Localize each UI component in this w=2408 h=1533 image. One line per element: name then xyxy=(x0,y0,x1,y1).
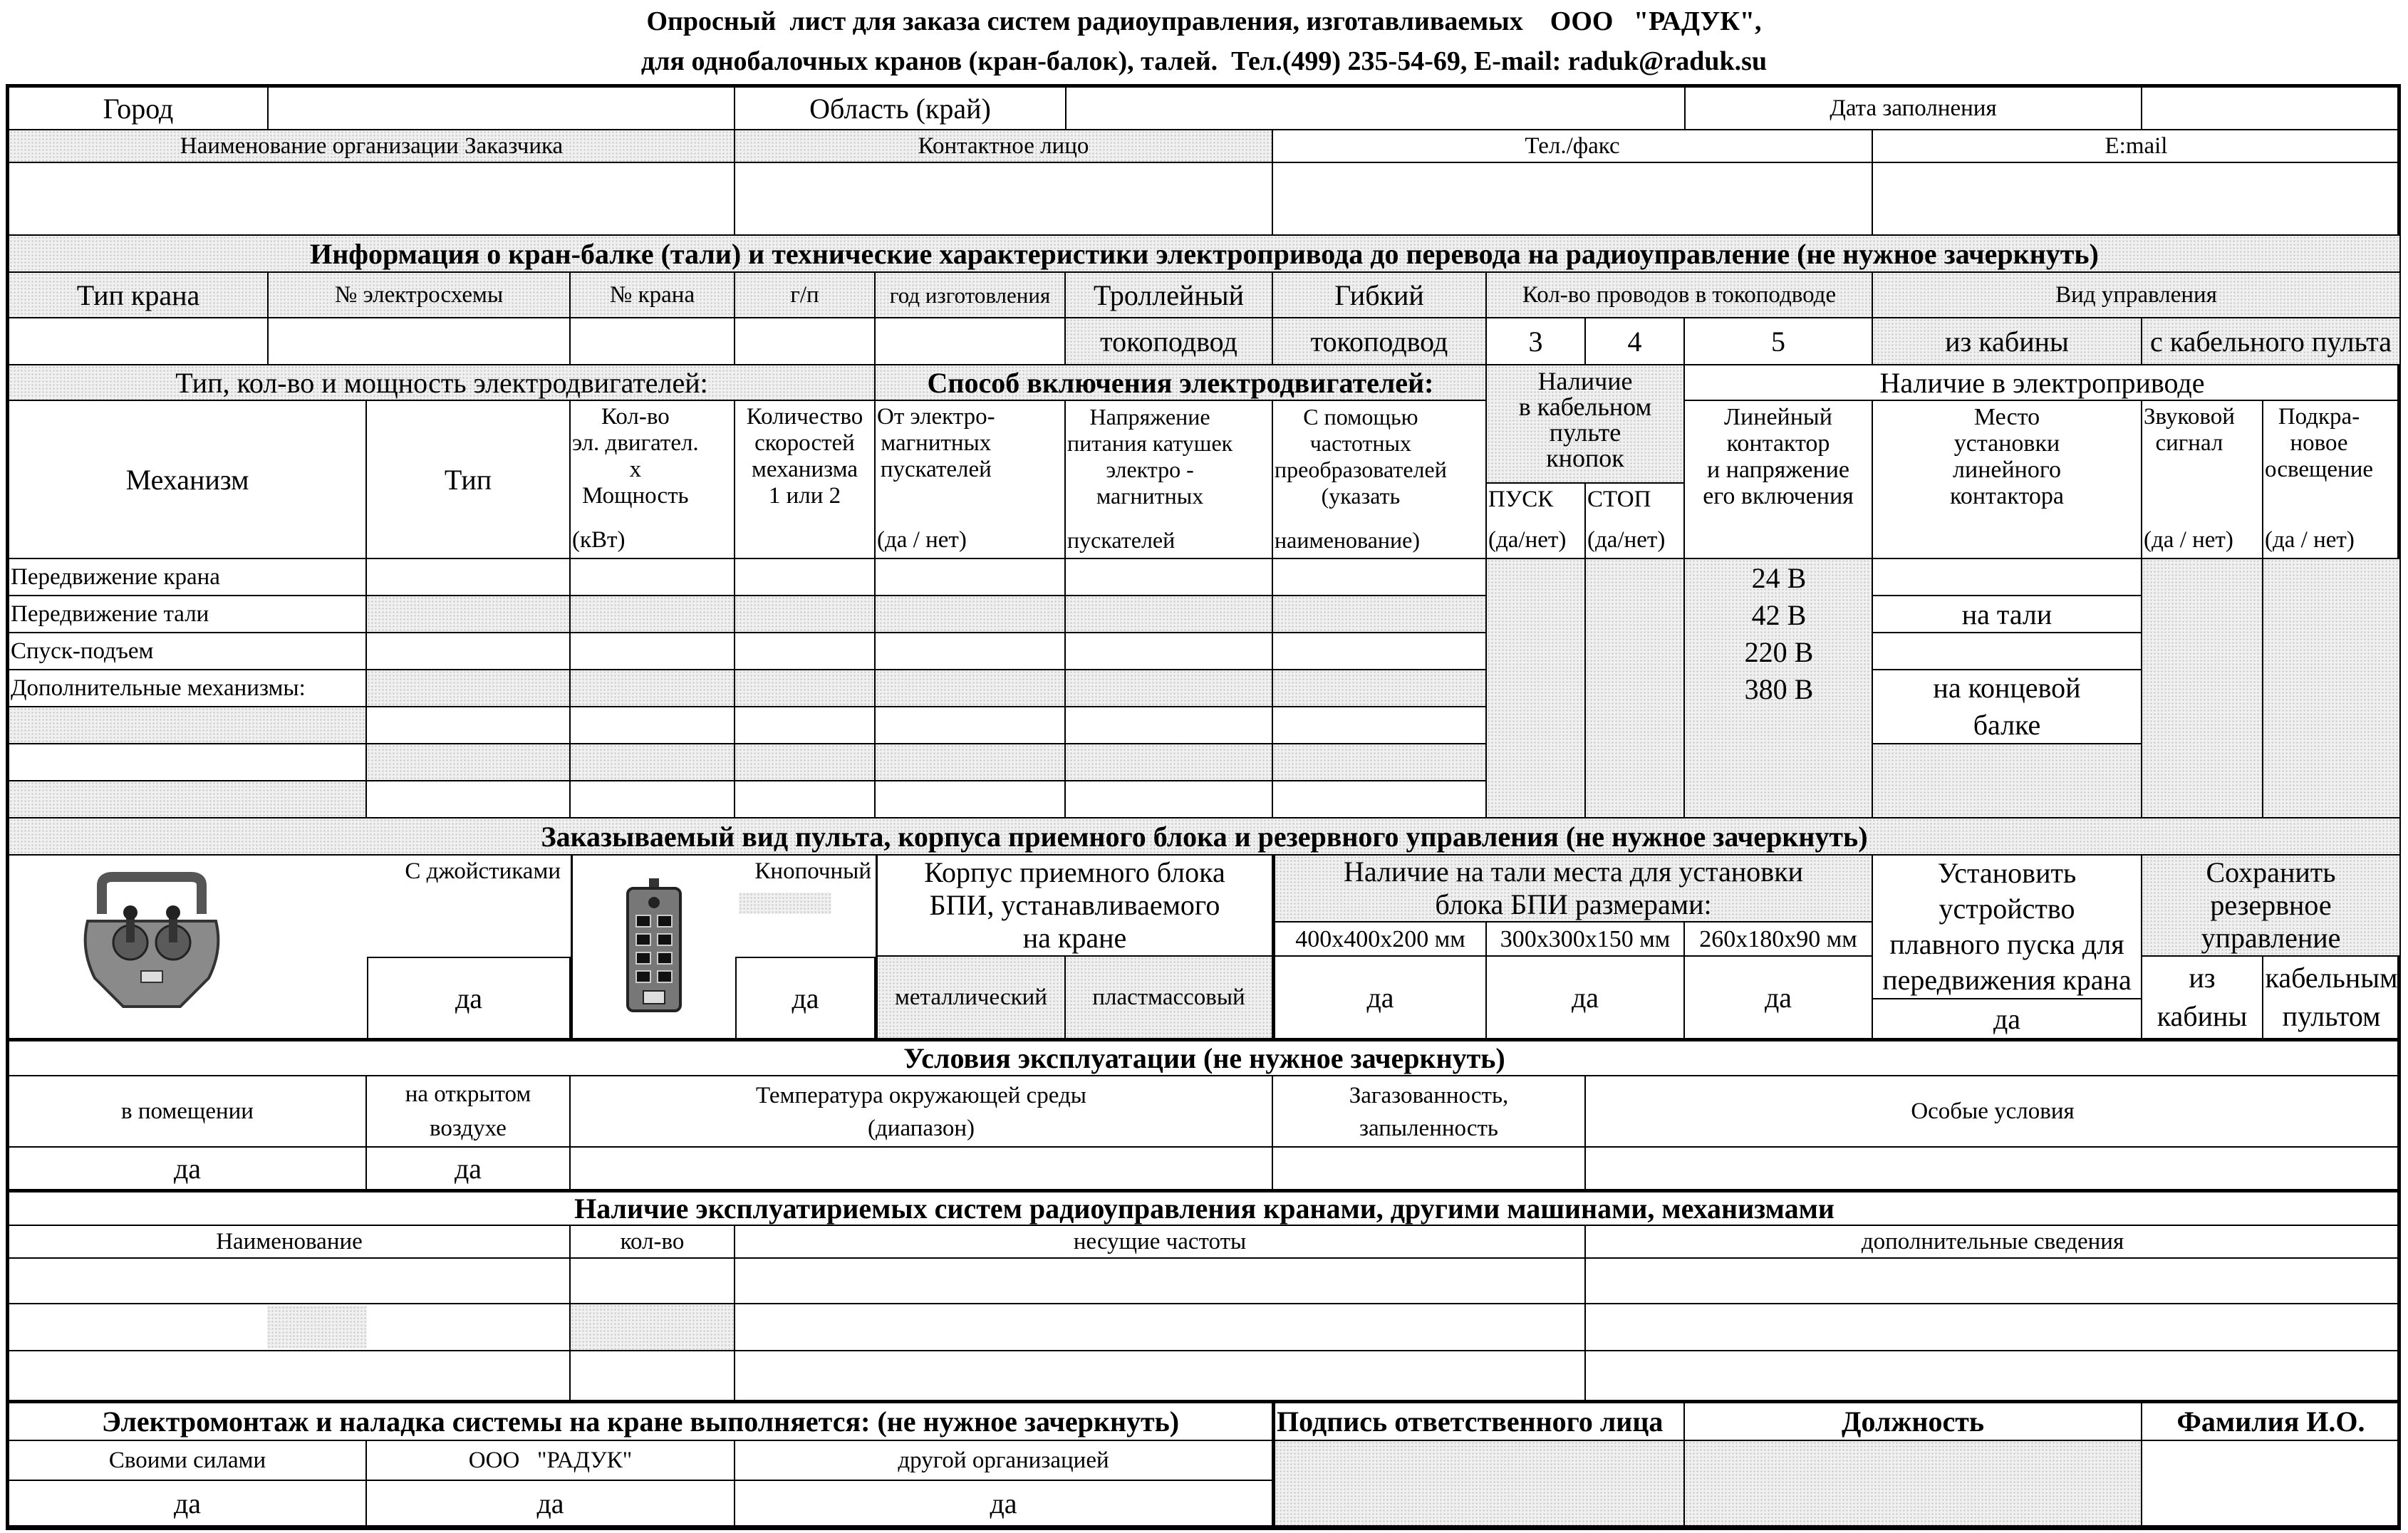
phone-fax-label: Тел./факс xyxy=(1273,130,1873,163)
motor-type-header: Тип xyxy=(367,401,571,559)
stop-button-field[interactable] xyxy=(1586,559,1685,819)
email-label: E:mail xyxy=(1873,130,2401,163)
place-beam-option[interactable]: на концевой балке xyxy=(1873,670,2142,744)
sound-signal-header: Звуковой сигнал (да / нет) xyxy=(2142,401,2263,559)
contactor-place-blank-2 xyxy=(1873,633,2142,670)
system-name-header: Наименование xyxy=(9,1226,571,1259)
capacity-label: г/п xyxy=(735,273,876,318)
motor-cell-r3-c6[interactable] xyxy=(1066,633,1273,670)
converters-header: С помощью частотных преобразователей (указать наименование) xyxy=(1273,401,1487,559)
motor-cell-r3-c4[interactable] xyxy=(735,633,876,670)
reserve-cable-option[interactable]: кабельным пультом xyxy=(2263,957,2401,1039)
stop-button-header: СТОП (да/нет) xyxy=(1586,484,1685,559)
contactor-place-header: Место установки линейного контактора xyxy=(1873,401,2142,559)
bpi-space-header: Наличие на тали места для установки блока БПИ размерами: xyxy=(1273,856,1873,923)
motor-cell-r2-c7[interactable] xyxy=(1273,596,1487,633)
region-label: Область (край) xyxy=(735,88,1067,130)
motor-cell-r5-c4[interactable] xyxy=(735,707,876,744)
system-cell-r3-c2[interactable] xyxy=(571,1351,735,1401)
system-cell-r1-c3[interactable] xyxy=(735,1259,1586,1304)
size-260-yes-option[interactable]: да xyxy=(1685,957,1873,1039)
motor-cell-r7-c6[interactable] xyxy=(1066,781,1273,819)
position-label: Должность xyxy=(1685,1401,2142,1441)
housing-plastic-option[interactable]: пластмассовый xyxy=(1066,957,1273,1039)
indoor-label: в помещении xyxy=(9,1076,367,1148)
install-other-label: другой организацией xyxy=(735,1441,1273,1481)
motor-cell-r6-c6[interactable] xyxy=(1066,744,1273,781)
control-type-label: Вид управления xyxy=(1873,273,2401,318)
mechanism-row-6[interactable] xyxy=(9,744,367,781)
motor-cell-r2-c4[interactable] xyxy=(735,596,876,633)
flexible-option[interactable]: токоподвод xyxy=(1273,318,1487,365)
size-260-label: 260x180x90 мм xyxy=(1685,923,1873,957)
housing-header: Корпус приемного блока БПИ, устанавливаемого на кране xyxy=(876,856,1273,957)
motor-cell-r7-c7[interactable] xyxy=(1273,781,1487,819)
motor-cell-r6-c5[interactable] xyxy=(876,744,1066,781)
mechanism-row-5[interactable] xyxy=(9,707,367,744)
button-label-shade xyxy=(739,893,831,914)
install-raduk-label: ООО "РАДУК" xyxy=(367,1441,735,1481)
signature-field[interactable] xyxy=(1273,1441,1685,1527)
button-pendant-icon xyxy=(622,878,686,1014)
position-field[interactable] xyxy=(1685,1441,2142,1527)
motor-cell-r5-c5[interactable] xyxy=(876,707,1066,744)
button-option-label: Кнопочный xyxy=(754,858,871,884)
year-label: год изготовления xyxy=(876,273,1066,318)
mechanism-row-7[interactable] xyxy=(9,781,367,819)
lighting-field[interactable] xyxy=(2263,559,2401,819)
motor-cell-r4-c5[interactable] xyxy=(876,670,1066,707)
wires-5-option[interactable]: 5 xyxy=(1685,318,1873,365)
contact-person-field[interactable] xyxy=(735,163,1273,236)
phone-fax-field[interactable] xyxy=(1273,163,1873,236)
crane-type-label: Тип крана xyxy=(9,273,269,318)
motor-cell-r2-c6[interactable] xyxy=(1066,596,1273,633)
org-name-label: Наименование организации Заказчика xyxy=(9,130,735,163)
system-cell-r1-c4[interactable] xyxy=(1586,1259,2401,1304)
coil-voltage-header: Напряжение питания катушек электро - магнитных пускателей xyxy=(1066,401,1273,559)
outdoor-label: на открытом воздухе xyxy=(367,1076,571,1148)
motor-cell-r6-c3[interactable] xyxy=(571,744,735,781)
mechanism-header: Механизм xyxy=(9,401,367,559)
surname-label: Фамилия И.О. xyxy=(2142,1401,2401,1441)
scheme-no-label: № электросхемы xyxy=(269,273,571,318)
motor-cell-r7-c4[interactable] xyxy=(735,781,876,819)
motor-cell-r5-c2[interactable] xyxy=(367,707,571,744)
system-cell-r1-c2[interactable] xyxy=(571,1259,735,1304)
systems-title: Наличие эксплуатириемых систем радиоуправления кранами, другими машинами, механизмами xyxy=(9,1190,2401,1226)
system-cell-r3-c4[interactable] xyxy=(1586,1351,2401,1401)
motor-cell-r2-c2[interactable] xyxy=(367,596,571,633)
motor-cell-r4-c3[interactable] xyxy=(571,670,735,707)
city-label: Город xyxy=(9,88,269,130)
motors-title: Тип, кол-во и мощность электродвигателей: xyxy=(9,365,876,401)
install-title: Электромонтаж и наладка системы на кране выполняется: (не нужное зачеркнуть) xyxy=(9,1401,1273,1441)
fill-date-label: Дата заполнения xyxy=(1686,88,2142,130)
indoor-yes-option[interactable]: да xyxy=(9,1148,367,1190)
temperature-field[interactable] xyxy=(571,1148,1273,1190)
motor-cell-r3-c7[interactable] xyxy=(1273,633,1487,670)
system-extra-header: дополнительные сведения xyxy=(1586,1226,2401,1259)
housing-metal-option[interactable]: металлический xyxy=(876,957,1066,1039)
mechanism-row-3: Спуск-подъем xyxy=(9,633,367,670)
from-cab-option[interactable]: из кабины xyxy=(1873,318,2142,365)
wire-count-label: Кол-во проводов в токоподводе xyxy=(1487,273,1873,318)
motor-cell-r4-c4[interactable] xyxy=(735,670,876,707)
system-name-shade xyxy=(267,1306,367,1348)
mechanism-row-1: Передвижение крана xyxy=(9,559,367,596)
place-hoist-option[interactable]: на тали xyxy=(1873,596,2142,633)
gas-dust-label: Загазованность, запыленность xyxy=(1273,1076,1586,1148)
soft-start-header: Установить устройство плавного пуска для передвижения крана xyxy=(1873,856,2142,999)
voltage-24-option[interactable]: 24 В xyxy=(1751,561,1807,594)
form-title-line-1: Опросный лист для заказа систем радиоуправления, изготавливаемых ООО "РАДУК", xyxy=(646,6,1762,36)
form-title-line-2: для однобалочных кранов (кран-балок), талей. Тел.(499) 235-54-69, E-mail: raduk@raduk.su xyxy=(640,46,1768,76)
joystick-yes-option[interactable]: да xyxy=(367,957,571,1039)
capacity-field[interactable] xyxy=(735,318,876,365)
from-pendant-option[interactable]: с кабельного пульта xyxy=(2142,318,2401,365)
motor-cell-r1-c6[interactable] xyxy=(1066,559,1273,596)
outdoor-yes-option[interactable]: да xyxy=(367,1148,571,1190)
motor-cell-r3-c5[interactable] xyxy=(876,633,1066,670)
motor-cell-r4-c6[interactable] xyxy=(1066,670,1273,707)
voltage-220-option[interactable]: 220 В xyxy=(1744,635,1814,668)
signature-label: Подпись ответственного лица xyxy=(1273,1401,1685,1441)
motor-cell-r7-c5[interactable] xyxy=(876,781,1066,819)
email-field[interactable] xyxy=(1873,163,2401,236)
crane-no-label: № крана xyxy=(571,273,735,318)
crane-type-field[interactable] xyxy=(9,318,269,365)
system-cell-r2-c3[interactable] xyxy=(735,1304,1586,1351)
motor-cell-r3-c2[interactable] xyxy=(367,633,571,670)
size-300-label: 300x300x150 мм xyxy=(1487,923,1685,957)
voltage-42-option[interactable]: 42 В xyxy=(1751,598,1807,631)
motor-cell-r3-c3[interactable] xyxy=(571,633,735,670)
sound-signal-field[interactable] xyxy=(2142,559,2263,819)
system-cell-r2-c2[interactable] xyxy=(571,1304,735,1351)
system-freq-header: несущие частоты xyxy=(735,1226,1586,1259)
motor-cell-r1-c7[interactable] xyxy=(1273,559,1487,596)
motor-cell-r4-c7[interactable] xyxy=(1273,670,1487,707)
crane-no-field[interactable] xyxy=(571,318,735,365)
pendant-buttons-title: Наличие в кабельном пульте кнопок xyxy=(1487,365,1685,484)
system-cell-r3-c3[interactable] xyxy=(735,1351,1586,1401)
flexible-label: Гибкий xyxy=(1273,273,1487,318)
joystick-remote-icon xyxy=(73,871,230,1014)
motor-cell-r5-c7[interactable] xyxy=(1273,707,1487,744)
region-field[interactable] xyxy=(1067,88,1686,130)
wires-4-option[interactable]: 4 xyxy=(1586,318,1685,365)
system-cell-r3-c1[interactable] xyxy=(9,1351,571,1401)
motor-cell-r6-c4[interactable] xyxy=(735,744,876,781)
voltage-380-option[interactable]: 380 В xyxy=(1744,672,1814,705)
system-cell-r2-c4[interactable] xyxy=(1586,1304,2401,1351)
size-300-yes-option[interactable]: да xyxy=(1487,957,1685,1039)
speeds-header: Количество скоростей механизма 1 или 2 xyxy=(735,401,876,559)
city-field[interactable] xyxy=(269,88,735,130)
crane-info-title: Информация о кран-балке (тали) и технические характеристики электропривода до перевода на радиоуправление (не нужное зачеркнуть) xyxy=(9,236,2401,273)
surname-field[interactable] xyxy=(2142,1441,2401,1527)
motor-cell-r1-c2[interactable] xyxy=(367,559,571,596)
year-field[interactable] xyxy=(876,318,1066,365)
line-contactor-header: Линейный контактор и напряжение его включения xyxy=(1685,401,1873,559)
soft-start-yes-option[interactable]: да xyxy=(1873,999,2142,1039)
system-cell-r1-c1[interactable] xyxy=(9,1259,571,1304)
trolley-label: Троллейный xyxy=(1066,273,1273,318)
reserve-control-header: Сохранить резервное управление xyxy=(2142,856,2401,957)
gas-dust-field[interactable] xyxy=(1273,1148,1586,1190)
reserve-cab-option[interactable]: из кабины xyxy=(2142,957,2263,1039)
install-other-yes-option[interactable]: да xyxy=(735,1481,1273,1527)
install-raduk-yes-option[interactable]: да xyxy=(367,1481,735,1527)
lighting-header: Подкра- новое освещение (да / нет) xyxy=(2263,401,2401,559)
special-conditions-field[interactable] xyxy=(1586,1148,2401,1190)
motor-cell-r7-c2[interactable] xyxy=(367,781,571,819)
trolley-option[interactable]: токоподвод xyxy=(1066,318,1273,365)
contactors-header: От электро- магнитных пускателей (да / нет) xyxy=(876,401,1066,559)
scheme-no-field[interactable] xyxy=(269,318,571,365)
wires-3-option[interactable]: 3 xyxy=(1487,318,1586,365)
contactor-place-blank-3 xyxy=(1873,744,2142,819)
motor-cell-r1-c4[interactable] xyxy=(735,559,876,596)
motor-cell-r2-c5[interactable] xyxy=(876,596,1066,633)
motor-cell-r2-c3[interactable] xyxy=(571,596,735,633)
start-button-field[interactable] xyxy=(1487,559,1586,819)
system-qty-header: кол-во xyxy=(571,1226,735,1259)
motor-cell-r1-c3[interactable] xyxy=(571,559,735,596)
motor-cell-r1-c5[interactable] xyxy=(876,559,1066,596)
motor-cell-r5-c6[interactable] xyxy=(1066,707,1273,744)
motor-cell-r7-c3[interactable] xyxy=(571,781,735,819)
joystick-option-label: С джойстиками xyxy=(405,858,561,884)
org-name-field[interactable] xyxy=(9,163,735,236)
start-button-header: ПУСК (да/нет) xyxy=(1487,484,1586,559)
drive-equipment-title: Наличие в электроприводе xyxy=(1685,365,2401,401)
button-yes-option[interactable]: да xyxy=(735,957,876,1039)
mechanism-row-2: Передвижение тали xyxy=(9,596,367,633)
order-title: Заказываемый вид пульта, корпуса приемного блока и резервного управления (не нужное зачеркнуть) xyxy=(9,819,2401,856)
mechanism-row-4: Дополнительные механизмы: xyxy=(9,670,367,707)
size-400-label: 400x400x200 мм xyxy=(1273,923,1487,957)
install-self-yes-option[interactable]: да xyxy=(9,1481,367,1527)
fill-date-field[interactable] xyxy=(2142,88,2401,130)
special-conditions-label: Особые условия xyxy=(1586,1076,2401,1148)
install-self-label: Своими силами xyxy=(9,1441,367,1481)
motor-cell-r5-c3[interactable] xyxy=(571,707,735,744)
questionnaire-form xyxy=(6,84,2401,1530)
contactor-place-blank-1 xyxy=(1873,559,2142,596)
motor-cell-r6-c7[interactable] xyxy=(1273,744,1487,781)
motor-cell-r6-c2[interactable] xyxy=(367,744,571,781)
count-power-header: Кол-во эл. двигател. х Мощность (кВт) xyxy=(571,401,735,559)
conditions-title: Условия эксплуатации (не нужное зачеркнуть) xyxy=(9,1039,2401,1076)
contact-person-label: Контактное лицо xyxy=(735,130,1273,163)
switching-title: Способ включения электродвигателей: xyxy=(876,365,1487,401)
motor-cell-r4-c2[interactable] xyxy=(367,670,571,707)
size-400-yes-option[interactable]: да xyxy=(1273,957,1487,1039)
temperature-label: Температура окружающей среды (диапазон) xyxy=(571,1076,1273,1148)
